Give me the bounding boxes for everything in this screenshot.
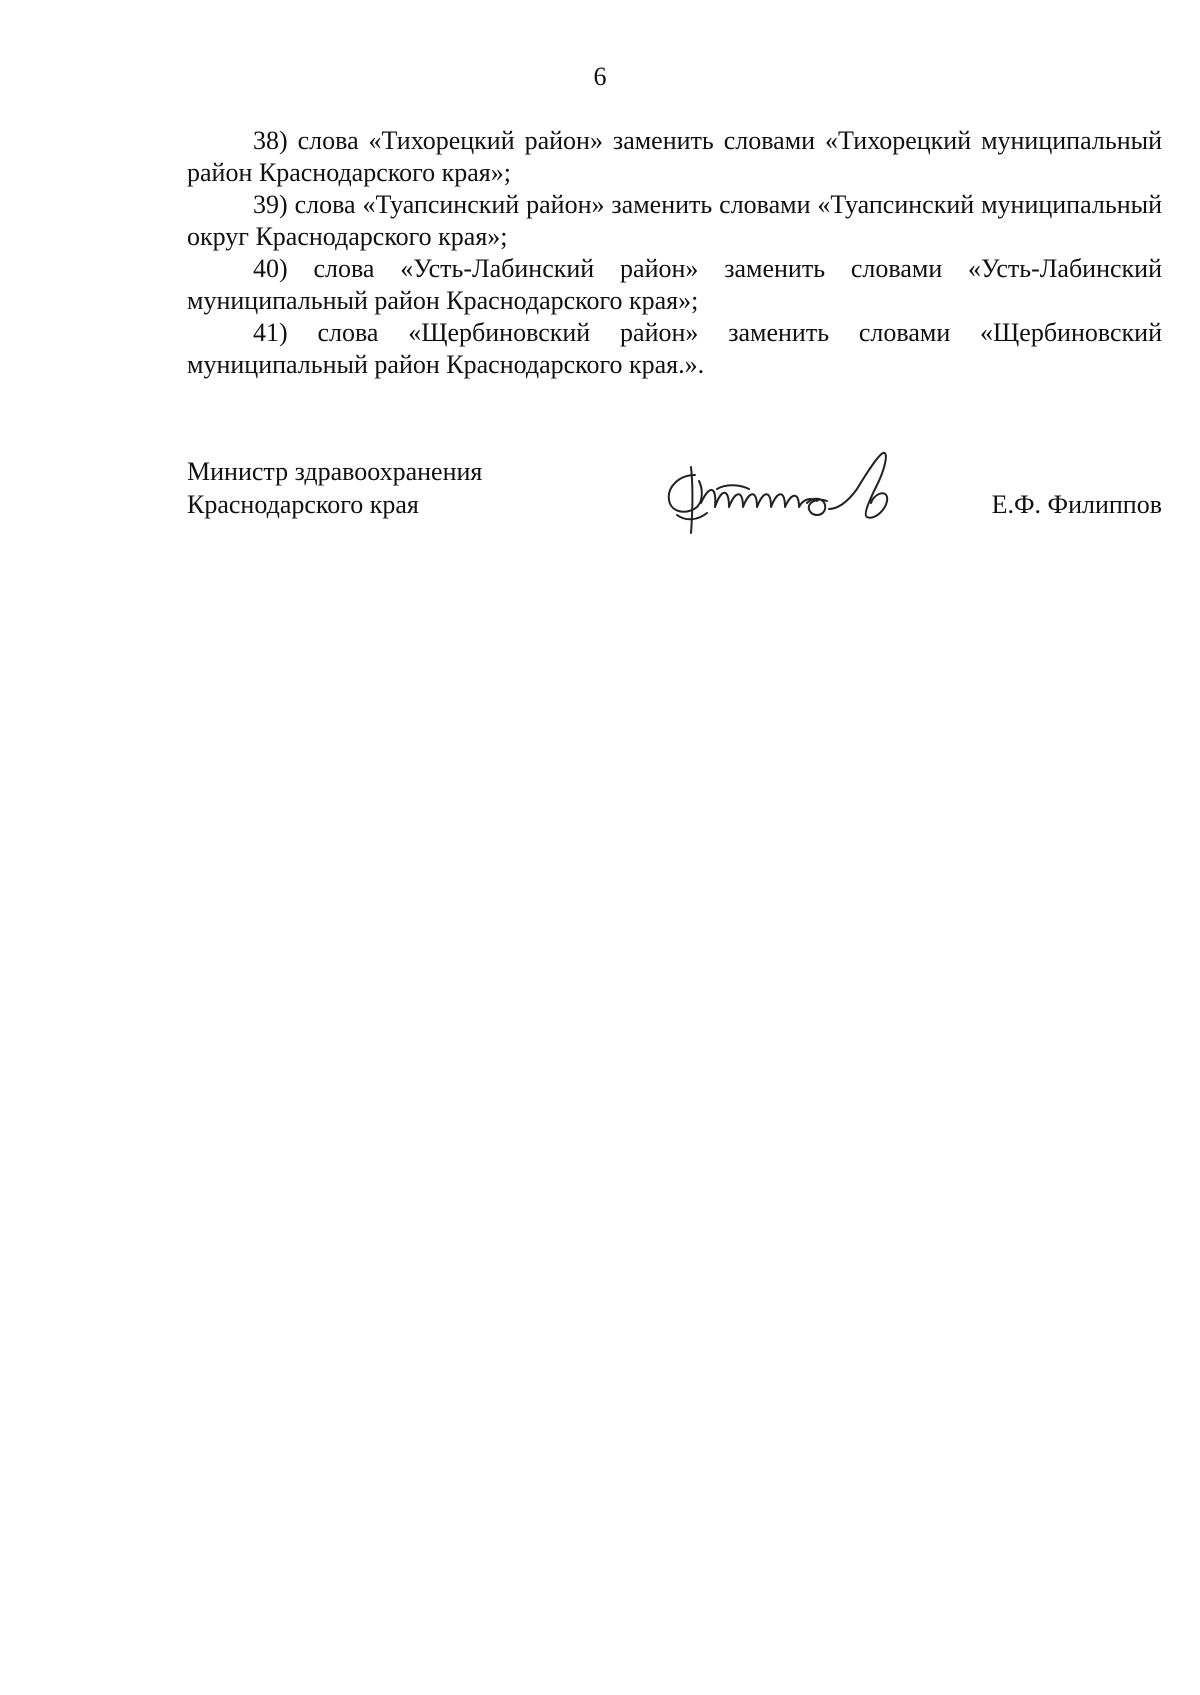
- signer-title: [187, 455, 482, 521]
- signature-block: [187, 455, 1162, 545]
- list-item-41: 41) слова «Щербиновский район» заменить словами «Щербиновский муниципальный район Краснодарского края.».: [187, 318, 1162, 379]
- signer-name: Е.Ф. Филиппов: [991, 490, 1162, 519]
- signer-title-line1: Министр здравоохранения: [187, 457, 483, 486]
- document-body: [187, 125, 1162, 381]
- page-number: 6: [593, 62, 607, 91]
- handwritten-signature: [657, 445, 917, 545]
- list-item-39: 39) слова «Туапсинский район» заменить словами «Туапсинский муниципальный округ Краснодарского края»;: [187, 190, 1162, 251]
- list-item-38: 38) слова «Тихорецкий район» заменить словами «Тихорецкий муниципальный район Краснодарского края»;: [187, 126, 1162, 187]
- list-item-40: 40) слова «Усть-Лабинский район» заменить словами «Усть-Лабинский муниципальный район Краснодарского края»;: [187, 254, 1162, 315]
- signer-title-line2: Краснодарского края: [187, 490, 419, 519]
